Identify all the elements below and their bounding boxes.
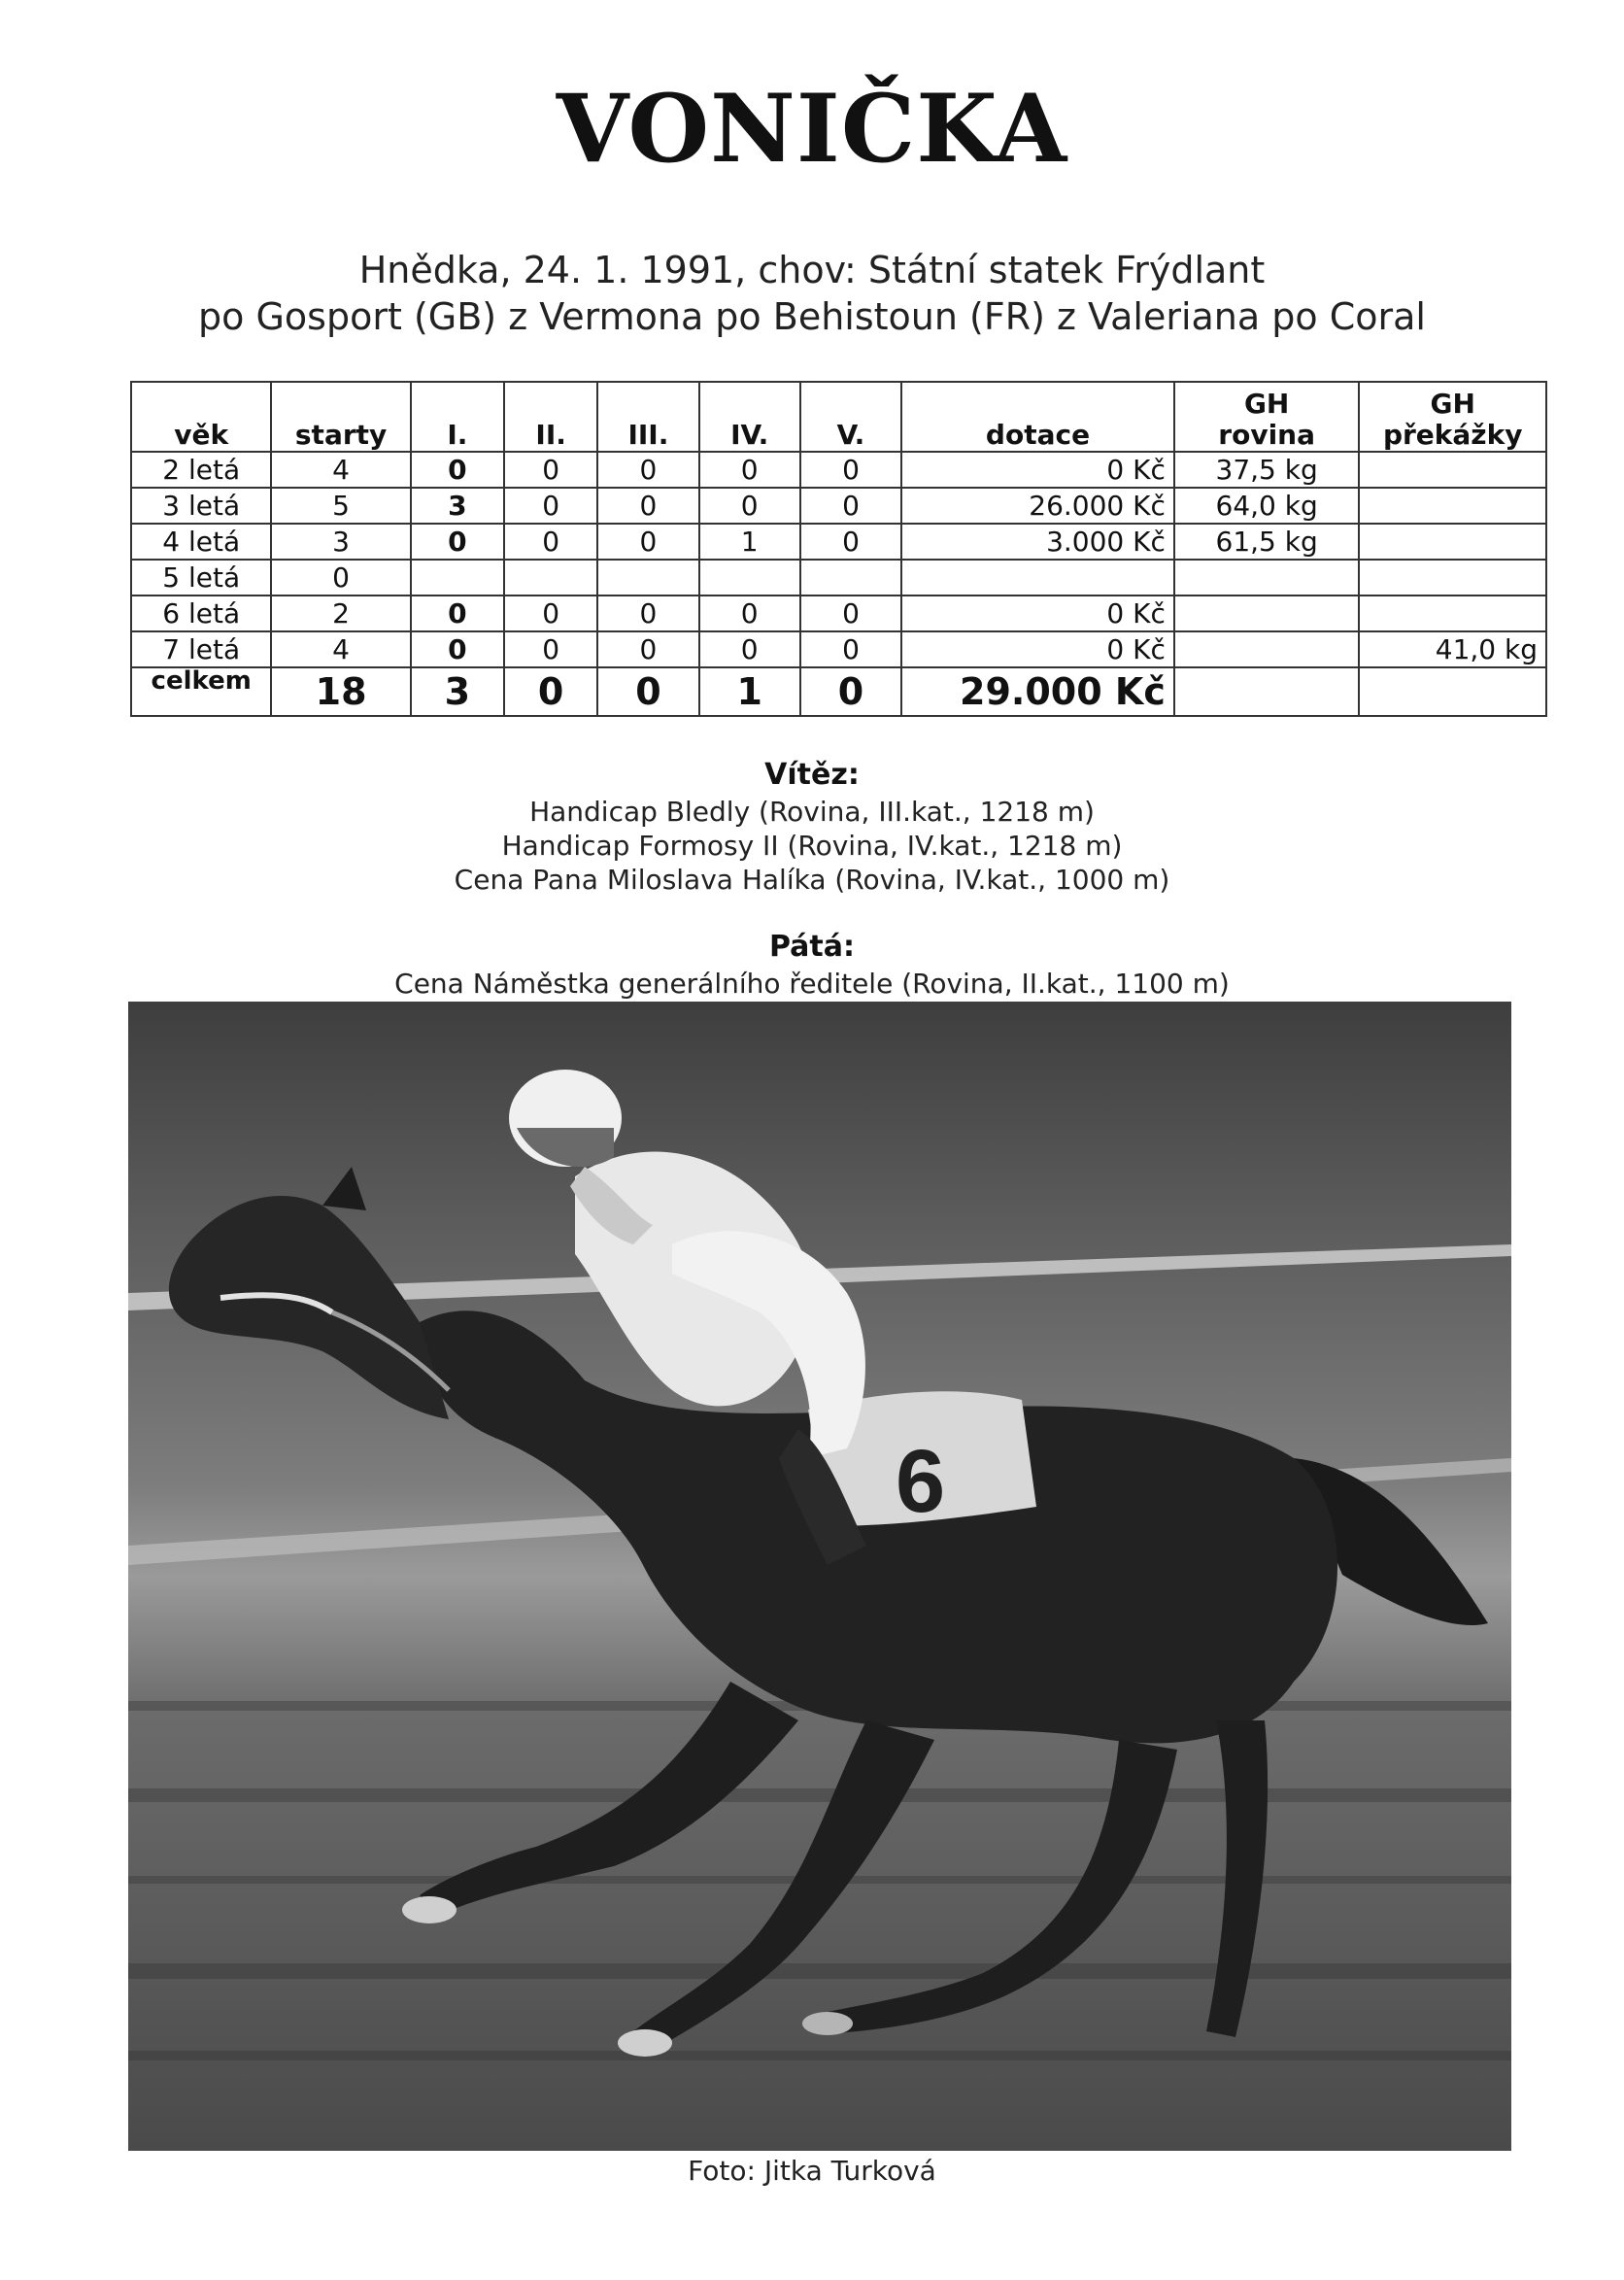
fifth-place-cell: 0 xyxy=(800,596,901,631)
pedigree-line: po Gosport (GB) z Vermona po Behistoun (FR) z Valeriana po Coral xyxy=(198,295,1426,338)
total-label: celkem xyxy=(131,667,271,716)
winner-heading: Vítěz: xyxy=(764,758,860,792)
starts-cell: 3 xyxy=(271,524,410,560)
fifth-place-race: Cena Náměstka generálního ředitele (Rovina, II.kat., 1100 m) xyxy=(394,968,1230,1000)
second-place-cell: 0 xyxy=(504,524,597,560)
col-header-age: věk xyxy=(131,382,271,452)
age-cell: 5 letá xyxy=(131,560,271,596)
horse-name-title: VONIČKA xyxy=(556,74,1068,184)
gh-flat-cell xyxy=(1174,631,1360,667)
first-place-cell xyxy=(411,560,504,596)
winner-race: Cena Pana Miloslava Halíka (Rovina, IV.kat., 1000 m) xyxy=(454,864,1170,896)
gh-jump-cell xyxy=(1359,596,1546,631)
fourth-place-cell: 0 xyxy=(699,631,800,667)
total-prize: 29.000 Kč xyxy=(901,667,1174,716)
col-header-first: I. xyxy=(411,382,504,452)
prize-cell: 0 Kč xyxy=(901,596,1174,631)
gh-jump-cell xyxy=(1359,560,1546,596)
age-cell: 4 letá xyxy=(131,524,271,560)
age-cell: 7 letá xyxy=(131,631,271,667)
first-place-cell: 0 xyxy=(411,631,504,667)
total-third: 0 xyxy=(597,667,698,716)
table-row xyxy=(131,488,1546,524)
fourth-place-cell xyxy=(699,560,800,596)
first-place-cell: 0 xyxy=(411,524,504,560)
fifth-place-cell: 0 xyxy=(800,452,901,488)
first-place-cell: 0 xyxy=(411,452,504,488)
fifth-place-cell: 0 xyxy=(800,631,901,667)
table-row xyxy=(131,560,1546,596)
third-place-cell: 0 xyxy=(597,596,698,631)
fifth-place-cell xyxy=(800,560,901,596)
col-header-fifth: V. xyxy=(800,382,901,452)
prize-cell: 26.000 Kč xyxy=(901,488,1174,524)
winner-race: Handicap Formosy II (Rovina, IV.kat., 1218 m) xyxy=(501,830,1123,862)
third-place-cell: 0 xyxy=(597,488,698,524)
col-header-gh-jump xyxy=(1359,382,1546,452)
gh-jump-cell xyxy=(1359,488,1546,524)
gh-flat-cell: 37,5 kg xyxy=(1174,452,1360,488)
age-cell: 3 letá xyxy=(131,488,271,524)
third-place-cell: 0 xyxy=(597,631,698,667)
col-header-prize: dotace xyxy=(901,382,1174,452)
starts-cell: 5 xyxy=(271,488,410,524)
table-row xyxy=(131,596,1546,631)
starts-cell: 4 xyxy=(271,631,410,667)
starts-cell: 0 xyxy=(271,560,410,596)
horse-info-line: Hnědka, 24. 1. 1991, chov: Státní statek Frýdlant xyxy=(358,249,1266,291)
third-place-cell xyxy=(597,560,698,596)
col-header-third: III. xyxy=(597,382,698,452)
gh-jump-cell: 41,0 kg xyxy=(1359,631,1546,667)
gh-flat-cell: 61,5 kg xyxy=(1174,524,1360,560)
third-place-cell: 0 xyxy=(597,452,698,488)
col-header-second: II. xyxy=(504,382,597,452)
table-row xyxy=(131,524,1546,560)
starts-cell: 4 xyxy=(271,452,410,488)
total-gh-flat xyxy=(1174,667,1360,716)
fourth-place-cell: 0 xyxy=(699,452,800,488)
first-place-cell: 0 xyxy=(411,596,504,631)
table-row xyxy=(131,452,1546,488)
second-place-cell: 0 xyxy=(504,488,597,524)
fifth-place-heading: Pátá: xyxy=(768,930,855,964)
table-row xyxy=(131,631,1546,667)
fourth-place-cell: 1 xyxy=(699,524,800,560)
third-place-cell: 0 xyxy=(597,524,698,560)
age-cell: 2 letá xyxy=(131,452,271,488)
fifth-place-cell: 0 xyxy=(800,488,901,524)
col-header-gh-flat xyxy=(1174,382,1360,452)
saddle-number: 6 xyxy=(896,1432,946,1531)
table-header-row xyxy=(131,382,1546,452)
race-statistics-table xyxy=(130,381,1547,717)
gh-flat-cell xyxy=(1174,560,1360,596)
first-place-cell: 3 xyxy=(411,488,504,524)
total-fourth: 1 xyxy=(699,667,800,716)
second-place-cell: 0 xyxy=(504,631,597,667)
total-first: 3 xyxy=(411,667,504,716)
gh-flat-line1: GH xyxy=(1243,387,1290,420)
race-photo xyxy=(128,1002,1511,2151)
total-row xyxy=(131,667,1546,716)
prize-cell: 3.000 Kč xyxy=(901,524,1174,560)
age-cell: 6 letá xyxy=(131,596,271,631)
total-fifth: 0 xyxy=(800,667,901,716)
gh-flat-cell xyxy=(1174,596,1360,631)
second-place-cell: 0 xyxy=(504,452,597,488)
photo-caption: Foto: Jitka Turková xyxy=(688,2155,936,2187)
gh-flat-line2: rovina xyxy=(1218,418,1316,451)
fourth-place-cell: 0 xyxy=(699,596,800,631)
prize-cell: 0 Kč xyxy=(901,452,1174,488)
gh-jump-cell xyxy=(1359,524,1546,560)
prize-cell: 0 Kč xyxy=(901,631,1174,667)
gh-jump-line1: GH xyxy=(1430,387,1475,420)
second-place-cell: 0 xyxy=(504,596,597,631)
col-header-fourth: IV. xyxy=(699,382,800,452)
gh-jump-cell xyxy=(1359,452,1546,488)
col-header-starts: starty xyxy=(271,382,410,452)
gh-jump-line2: překážky xyxy=(1382,418,1523,451)
total-starts: 18 xyxy=(271,667,410,716)
total-second: 0 xyxy=(504,667,597,716)
winner-race: Handicap Bledly (Rovina, III.kat., 1218 m) xyxy=(529,796,1095,828)
fifth-place-cell: 0 xyxy=(800,524,901,560)
total-gh-jump xyxy=(1359,667,1546,716)
fourth-place-cell: 0 xyxy=(699,488,800,524)
gh-flat-cell: 64,0 kg xyxy=(1174,488,1360,524)
starts-cell: 2 xyxy=(271,596,410,631)
prize-cell xyxy=(901,560,1174,596)
second-place-cell xyxy=(504,560,597,596)
racehorse-photo-illustration xyxy=(128,1002,1511,2151)
